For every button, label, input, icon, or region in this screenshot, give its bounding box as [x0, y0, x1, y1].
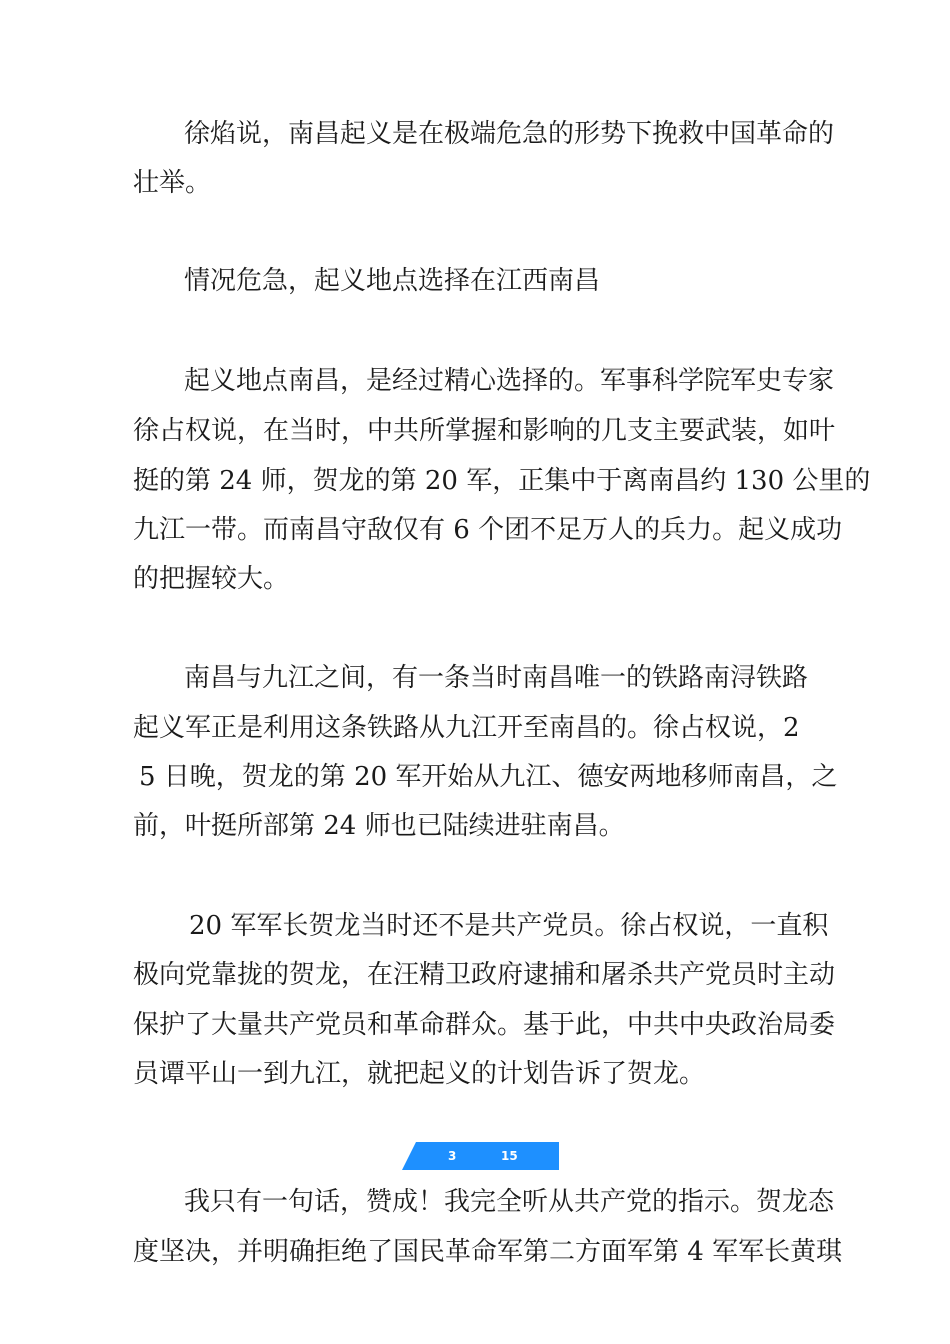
paragraph-line: 徐占权说，在当时，中共所掌握和影响的几支主要武装，如叶: [133, 416, 836, 446]
page-current: 3: [448, 1149, 457, 1163]
badge-shape: [402, 1142, 559, 1170]
paragraph-line: 员谭平山一到九江，就把起义的计划告诉了贺龙。: [133, 1059, 706, 1089]
paragraph-line: 挺的第 24 师，贺龙的第 20 军，正集中于离南昌约 130 公里的: [133, 466, 871, 496]
paragraph-line: 九江一带。而南昌守敌仅有 6 个团不足万人的兵力。起义成功: [133, 515, 843, 545]
section-heading: 情况危急，起义地点选择在江西南昌: [184, 266, 601, 296]
paragraph-line: 起义军正是利用这条铁路从九江开至南昌的。徐占权说，2: [133, 713, 800, 743]
paragraph-line: 5 日晚，贺龙的第 20 军开始从九江、德安两地移师南昌，之: [139, 762, 838, 792]
paragraph-line: 的把握较大。: [133, 564, 290, 594]
paragraph-line: 起义地点南昌，是经过精心选择的。军事科学院军史专家: [184, 366, 835, 396]
paragraph-line: 保护了大量共产党员和革命群众。基于此，中共中央政治局委: [133, 1010, 836, 1040]
paragraph-line: 度坚决，并明确拒绝了国民革命军第二方面军第 4 军军长黄琪: [133, 1237, 843, 1267]
paragraph-line: 壮举。: [133, 168, 212, 198]
paragraph-line: 20 军军长贺龙当时还不是共产党员。徐占权说，一直积: [189, 911, 829, 941]
paragraph-line: 前，叶挺所部第 24 师也已陆续进驻南昌。: [133, 811, 625, 841]
page-total: 15: [501, 1149, 518, 1163]
paragraph-line: 南昌与九江之间，有一条当时南昌唯一的铁路南浔铁路: [184, 663, 809, 693]
paragraph-line: 极向党靠拢的贺龙，在汪精卫政府逮捕和屠杀共产党员时主动: [133, 960, 836, 990]
page-number-badge: [402, 1142, 559, 1170]
paragraph-line: 徐焰说，南昌起义是在极端危急的形势下挽救中国革命的: [184, 119, 835, 149]
paragraph-line: 我只有一句话，赞成！我完全听从共产党的指示。贺龙态: [184, 1187, 835, 1217]
